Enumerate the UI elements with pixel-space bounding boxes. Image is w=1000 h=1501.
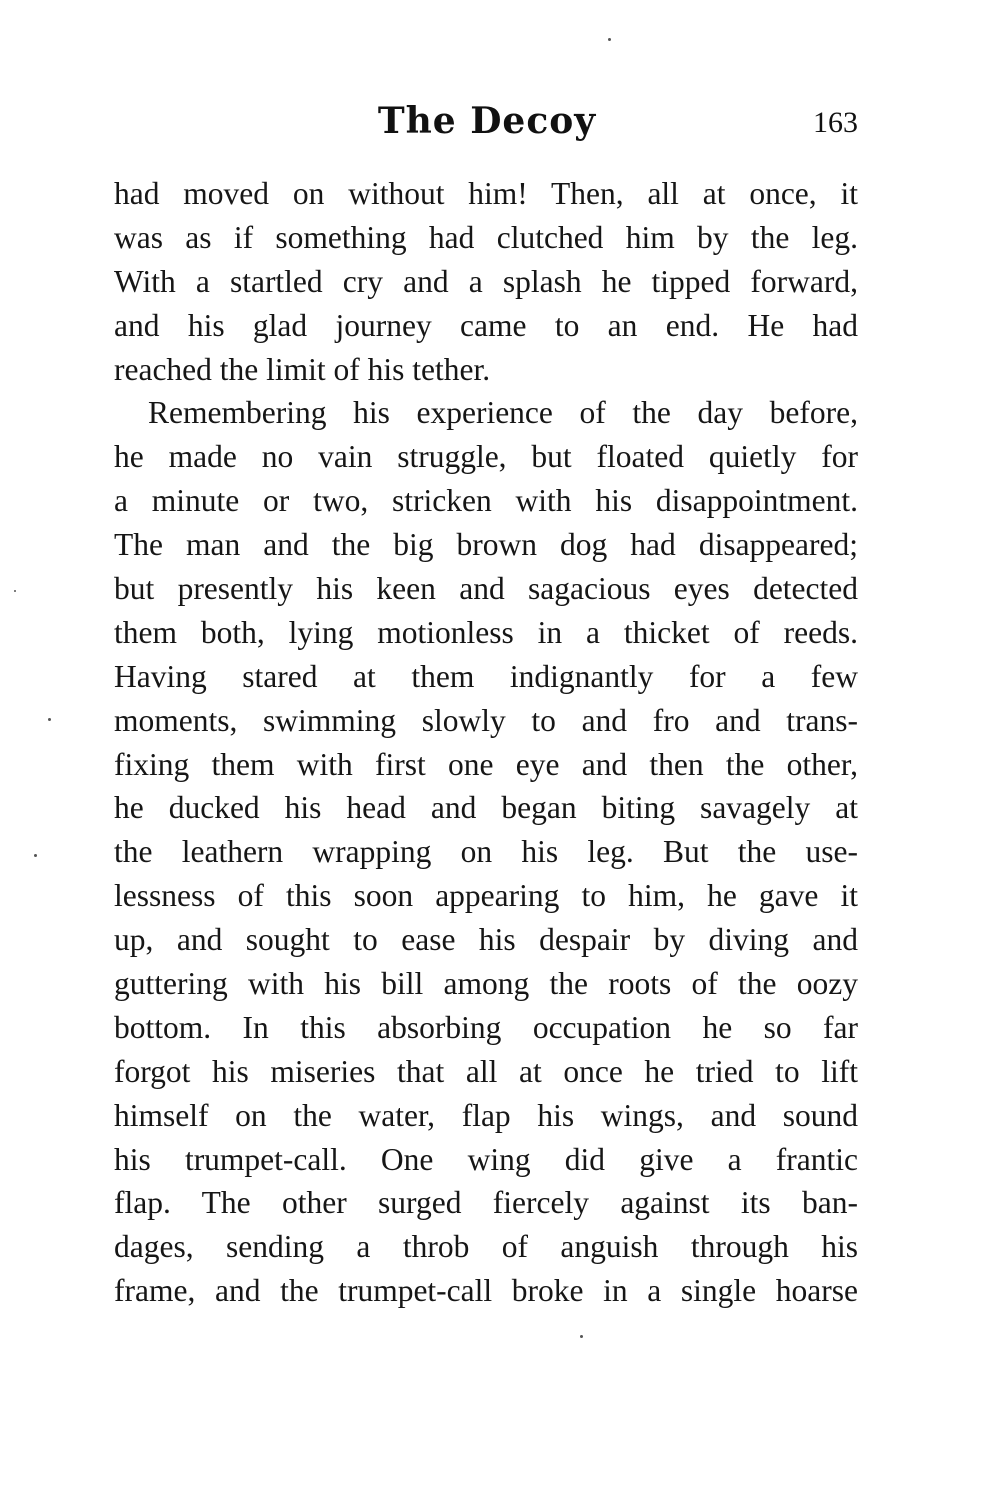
text-line: Remembering his experience of the day before, — [148, 395, 858, 431]
text-line: the leathern wrapping on his leg. But the use- — [114, 834, 858, 870]
page-number: 163 — [813, 106, 858, 139]
text-line: dages, sending a throb of anguish through his — [114, 1229, 858, 1265]
text-line: and his glad journey came to an end. He had — [114, 307, 858, 343]
text-line: but presently his keen and sagacious eyes detected — [114, 571, 858, 607]
text-line: forgot his miseries that all at once he tried to lift — [114, 1053, 858, 1089]
text-line: his trumpet-call. One wing did give a frantic — [114, 1141, 858, 1177]
chapter-title: The Decoy — [377, 100, 597, 142]
text-line: reached the limit of his tether. — [114, 351, 491, 387]
text-line: he ducked his head and began biting savagely at — [114, 790, 858, 826]
scan-speck — [580, 1335, 583, 1338]
text-line: moments, swimming slowly to and fro and trans- — [114, 702, 858, 738]
text-line: himself on the water, flap his wings, and sound — [114, 1097, 858, 1133]
text-line: Having stared at them indignantly for a few — [114, 658, 858, 694]
text-line: guttering with his bill among the roots of the oozy — [114, 966, 858, 1002]
text-line: up, and sought to ease his despair by diving and — [114, 922, 858, 958]
text-line: frame, and the trumpet-call broke in a single hoarse — [114, 1273, 858, 1309]
text-line: them both, lying motionless in a thicket of reeds. — [114, 614, 858, 650]
text-line: With a startled cry and a splash he tipped forward, — [114, 263, 858, 299]
body-text — [114, 172, 858, 1313]
scan-speck — [14, 590, 16, 592]
text-line: fixing them with first one eye and then the other, — [114, 746, 858, 782]
text-line: lessness of this soon appearing to him, he gave it — [114, 878, 858, 914]
text-line: bottom. In this absorbing occupation he so far — [114, 1009, 858, 1045]
text-line: had moved on without him! Then, all at once, it — [114, 176, 858, 211]
scan-speck — [34, 854, 37, 857]
running-head — [114, 100, 860, 150]
text-line: The man and the big brown dog had disappeared; — [114, 527, 858, 563]
text-line: he made no vain struggle, but floated quietly for — [114, 439, 858, 475]
text-line: flap. The other surged fiercely against its ban- — [114, 1185, 858, 1221]
text-line: was as if something had clutched him by the leg. — [114, 219, 858, 255]
scan-speck — [48, 718, 51, 721]
scan-speck — [608, 38, 611, 41]
text-line: a minute or two, stricken with his disappointment. — [114, 483, 858, 519]
